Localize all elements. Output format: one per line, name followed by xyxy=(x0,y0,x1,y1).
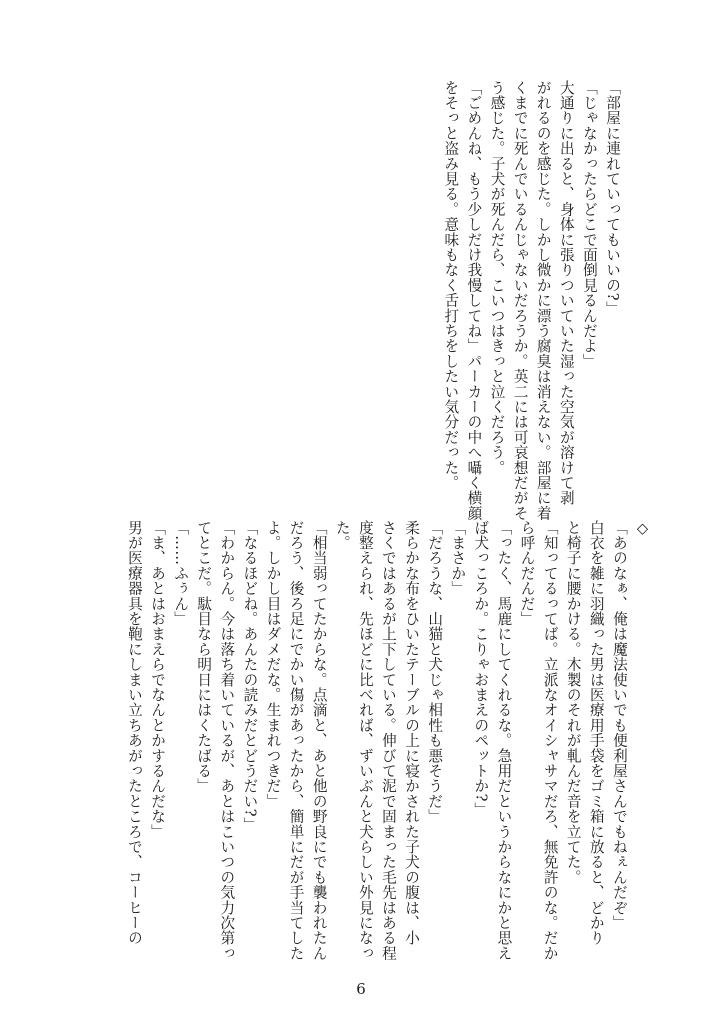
text-line: う感じた。子犬が死んだら、こいつはきっと泣くだろう。 xyxy=(488,80,506,476)
text-line: 「まさか」 xyxy=(449,520,467,596)
text-line: くまでに死んでいるんじゃないだろうか。英二には可哀想だがそ xyxy=(511,80,529,521)
text-line: と椅子に腰かける。木製のそれが軋んだ音を立てた。 xyxy=(564,520,582,885)
text-line: 「ま、あとはおまえらでなんとかするんだな」 xyxy=(149,520,167,840)
text-line: 「ったく、馬鹿にしてくれるな。急用だというからなにかと思え xyxy=(495,520,513,961)
text-line: だろう、後ろ足にでかい傷があったから、簡単にだが手当てした xyxy=(287,520,305,961)
text-line: ば犬っころか。こりゃおまえのペットか?」 xyxy=(472,520,490,818)
text-line: 「あのなぁ、俺は魔法使いでも便利屋さんでもねぇんだぞ」 xyxy=(610,520,628,931)
text-line: 白衣を雑に羽織った男は医療用手袋をゴミ箱に放ると、どかり xyxy=(587,520,605,946)
text-line: さくではあるが上下している。伸びて泥で固まった毛先はある程 xyxy=(379,520,397,961)
text-line: をそっと盗み見る。意味もなく舌打ちをしたい気分だった。 xyxy=(442,80,460,491)
text-line: 「知ってるってば。立派なオイシャサマだろ、無免許のな。だか xyxy=(541,520,559,961)
section-divider: ◇ xyxy=(634,520,651,538)
top-text-block xyxy=(439,80,624,521)
text-line: 「……ふぅん」 xyxy=(172,520,190,627)
text-line: がれるのを感じた。しかし微かに漂う腐臭は消えない。部屋に着 xyxy=(534,80,552,521)
text-line: 男が医療器具を鞄にしまい立ちあがったところで、コーヒーの xyxy=(125,520,143,946)
text-line: 度整えられ、先ほどに比べれば、ずいぶんと犬らしい外見になっ xyxy=(356,520,374,961)
text-line: た。 xyxy=(333,520,351,551)
text-line: 柔らかな布をひいたテーブルの上に寝かされた子犬の腹は、小 xyxy=(403,520,421,946)
text-line: てとこだ。駄目なら明日にはくたばる」 xyxy=(195,520,213,794)
text-line: 「相当弱ってたからな。点滴と、あと他の野良にでも襲われたん xyxy=(310,520,328,961)
bottom-text-block xyxy=(123,520,654,961)
page-number: 6 xyxy=(356,980,366,998)
text-line: ら呼んだんだ」 xyxy=(518,520,536,627)
text-line: 大通りに出ると、身体に張りついていた湿った空気が溶けて剥 xyxy=(557,80,575,506)
text-line: 「ごめんね、もう少しだけ我慢してね」パーカーの中へ囁く横顔 xyxy=(465,80,483,521)
text-line: よ。しかし目はダメだな。生まれつきだ」 xyxy=(264,520,282,809)
text-line: 「なるほどね。あんたの読みだとどうだい?」 xyxy=(241,520,259,833)
text-line: 「じゃなかったらどこで面倒見るんだよ」 xyxy=(580,80,598,369)
text-line: 「だろうな、山猫と犬じゃ相性も悪そうだ」 xyxy=(426,520,444,824)
text-line: 「わからん。今は落ち着いているが、あとはこいつの気力次第っ xyxy=(218,520,236,961)
text-line: 「部屋に連れていってもいいの?」 xyxy=(604,80,621,317)
